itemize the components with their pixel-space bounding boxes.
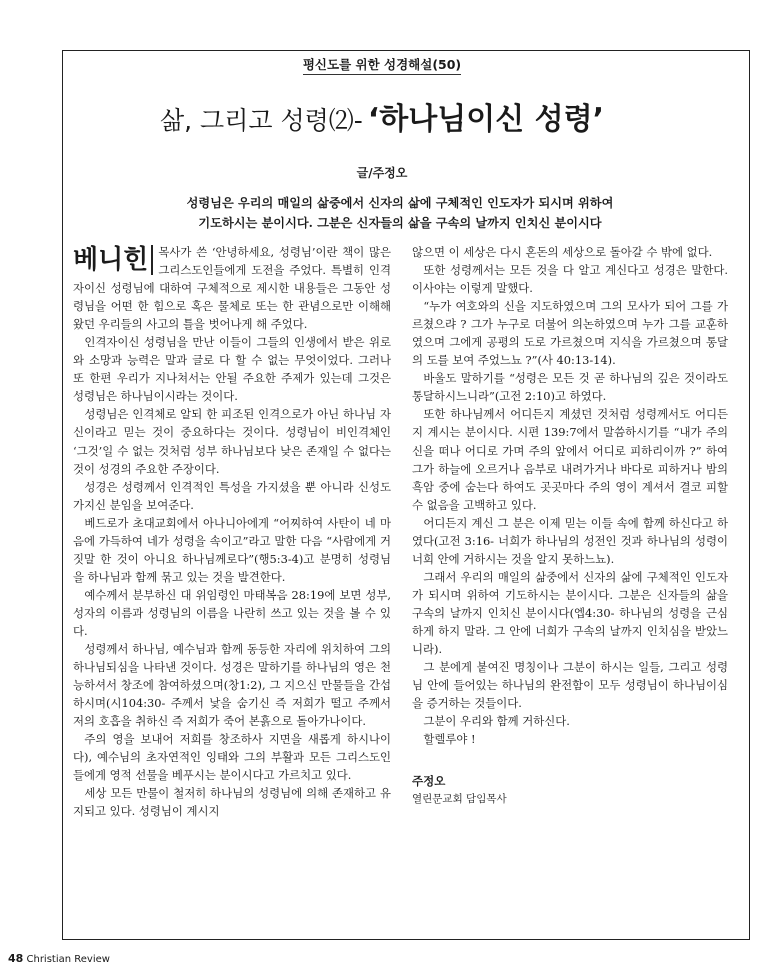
paragraph: 성경은 성령께서 인격적인 특성을 가지셨을 뿐 아니라 신성도 가지신 분임을 보여준다.: [73, 479, 391, 512]
paragraph: 성령님은 인격체로 알되 한 피조된 인격으로가 아닌 하나님 자신이라고 믿는 것이 중요하다는 것이다. 성령님이 비인격체인 ‘그것’일 수 없는 것처럼 성부 하나님보다 낮은 존재일 수 없다는 것이 성경의 주요한 주장이다.: [73, 407, 391, 476]
magazine-name: Christian Review: [26, 954, 110, 965]
right-column: [412, 243, 728, 808]
closing-line: 할렐루야 !: [423, 732, 476, 747]
paragraph: 예수께서 분부하신 대 위임령인 마태복음 28:19에 보면 성부, 성자의 이름과 성령님의 이름을 나란히 쓰고 있는 것을 볼 수 있다.: [73, 587, 391, 638]
left-column: [73, 243, 391, 821]
paragraph-text: 목사가 쓴 ‘안녕하세요, 성령님’이란 책이 많은 그리스도인들에게 도전을 주었다. 특별히 인격자이신 성령님에 대하여 구체적으로 제시한 내용들은 그동안 성령님을 어떤 한 힘으로 혹은 물체로 또는 한 관념으로만 이해해 왔던 우리들의 사고의 틀을 벗어나게 해 주었다.: [73, 245, 391, 332]
paragraph: 그분이 우리와 함께 거하신다.: [423, 714, 570, 729]
series-text: 평신도를 위한 성경해설(50): [303, 57, 461, 75]
paragraph: 또한 성령께서는 모든 것을 다 알고 계신다고 성경은 말한다. 이사야는 이렇게 말했다.: [412, 263, 728, 296]
paragraph: 주의 영을 보내어 저희를 창조하사 지면을 새롭게 하시나이다), 예수님의 초자연적인 잉태와 그의 부활과 모든 그리스도인들에게 영적 선물을 베푸시는 분이시다고 가르치고 있다.: [73, 732, 391, 783]
author-signature-name: 주정오: [412, 774, 446, 789]
paragraph: 그 분에게 붙여진 명칭이나 그분이 하시는 일들, 그리고 성령님 안에 들어있는 하나님의 완전함이 모두 성령님이 하나님이심을 증거하는 것들이다.: [412, 660, 728, 711]
paragraph: 인격자이신 성령님을 만난 이들이 그들의 인생에서 받은 위로와 소망과 능력은 말과 글로 다 할 수 없는 무엇이었다. 그러나 또 한편 우리가 지나쳐서는 안될 주요한 주제가 있는데 그것은 성령님은 하나님이시라는 것이다.: [73, 335, 391, 404]
paragraph: 바울도 말하기를 “성령은 모든 것 곧 하나님의 깊은 것이라도 통달하시느니라”(고전 2:10)고 하였다.: [412, 371, 728, 404]
drop-cap: 베니힌: [73, 245, 153, 275]
page-number: 48: [8, 952, 24, 965]
paragraph: 성령께서 하나님, 예수님과 함께 동등한 자리에 위치하여 그의 하나님되심을 나타낸 것이다. 성경은 말하기를 하나님의 영은 천능하셔서 창조에 참여하셨으며(창1:2), 그 지으신 만물들을 간섭하시며(시104:30- 주께서 낯을 숨기신 즉 저희가 떨고 주께서 저의 호흡을 취하신 즉 저희가 죽어 본흙으로 돌아가나이다.: [73, 642, 391, 729]
paragraph: [73, 243, 391, 333]
lead-line-2: 기도하시는 분이시다. 그분은 신자들의 삶을 구속의 날까지 인치신 분이시다: [198, 216, 602, 230]
author-signature-role: 열린문교회 담임목사: [412, 793, 507, 806]
article-title: [0, 94, 764, 138]
title-part2: ‘하나님이신 성령’: [367, 102, 604, 137]
paragraph: 또한 하나님께서 어디든지 계셨던 것처럼 성령께서도 어디든지 계시는 분이시다. 시편 139:7에서 말씀하시기를 “내가 주의 신을 떠나 어디로 가며 주의 앞에서 어디로 피하리이까 ?” 하여 그가 하늘에 오르거나 음부로 내려가거나 바다로 피하거나 밤의 흑암 중에 숨는다 하여도 곳곳마다 주의 영이 계셔서 결코 피할 수 없음을 고백하고 있다.: [412, 407, 729, 512]
series-label: [0, 55, 764, 73]
paragraph: 어디든지 계신 그 분은 이제 믿는 이들 속에 함께 하신다고 하였다(고전 3:16- 너희가 하나님의 성전인 것과 하나님의 성령이 너희 안에 거하시는 것을 알지 못하느뇨).: [412, 515, 728, 566]
paragraph: 베드로가 초대교회에서 아나니아에게 “어찌하여 사탄이 네 마음에 가득하여 네가 성령을 속이고”라고 말한 다음 “사람에게 거짓말 한 것이 아니요 하나님께로다”(행5:3-4)고 분명히 성령님을 하나님과 함께 묶고 있는 것을 발견한다.: [73, 515, 391, 584]
page-footer: [8, 952, 110, 965]
lead-line-1: 성령님은 우리의 매일의 삶중에서 신자의 삶에 구체적인 인도자가 되시며 위하여: [186, 196, 614, 210]
paragraph: 않으면 이 세상은 다시 혼돈의 세상으로 돌아갈 수 밖에 없다.: [412, 245, 713, 259]
paragraph: 세상 모든 만물이 철저히 하나님의 성령님에 의해 존재하고 유지되고 있다. 성령님이 계시지: [73, 786, 391, 819]
paragraph: “누가 여호와의 신을 지도하였으며 그의 모사가 되어 그를 가르쳤으랴 ? 그가 누구로 더불어 의논하였으며 누가 그를 교훈하였으며 그에게 공평의 도로 가르쳤으며 지식을 가르쳤으며 통달의 도를 보여 주었느뇨 ?”(사 40:13-14).: [412, 299, 728, 368]
title-part1: 삶, 그리고 성령⑵-: [160, 106, 363, 135]
byline: 글/주정오: [356, 166, 408, 180]
paragraph: 그래서 우리의 매일의 삶중에서 신자의 삶에 구체적인 인도자가 되시며 위하여 기도하시는 분이시다. 그분은 신자들의 삶을 구속의 날까지 인치신 분이시다(엡4:30- 하나님의 성령을 근심하게 하지 말라. 그 안에 너희가 구속의 날까지 인치심을 받았느니라).: [412, 569, 728, 657]
lead-summary: [110, 193, 690, 233]
